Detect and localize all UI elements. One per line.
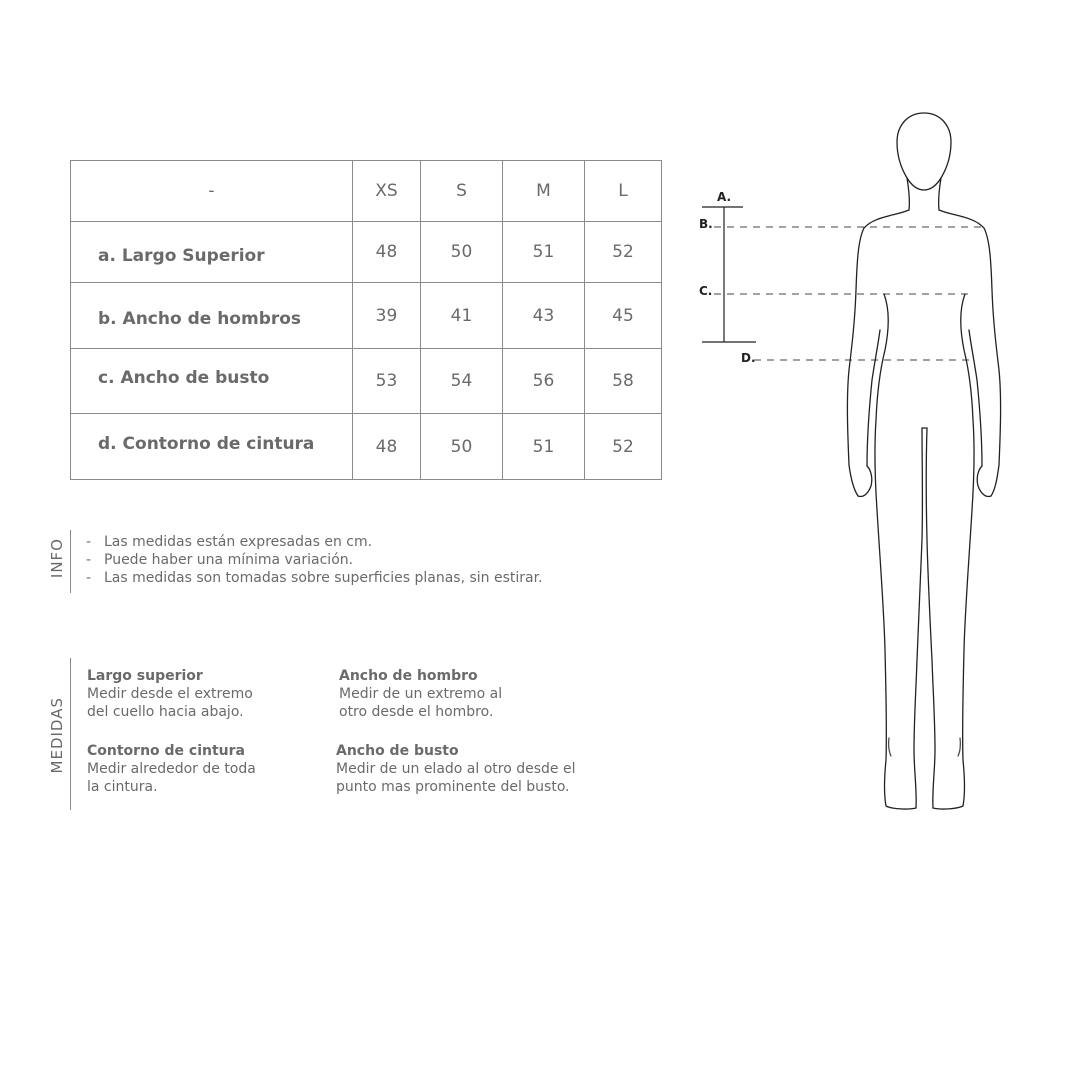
medida-title: Largo superior [87,668,203,684]
table-row [71,222,662,283]
marker-a-label: A. [717,190,732,204]
table-cell: 48 [353,414,421,480]
table-cell: 51 [503,222,585,283]
medida-description: Medir desde el extremo del cuello hacia abajo. [87,686,253,720]
table-row [71,414,662,480]
table-cell: 56 [503,349,585,414]
medida-contorno-cintura [87,742,256,796]
marker-b-label: B. [699,217,713,231]
size-header-m: M [503,161,585,222]
info-divider [70,530,71,593]
table-cell: 45 [585,283,662,349]
medida-description: Medir de un elado al otro desde el punto mas prominente del busto. [336,761,576,795]
medida-title: Ancho de busto [336,743,459,759]
medida-description: Medir de un extremo al otro desde el hombro. [339,686,503,720]
table-cell: 58 [585,349,662,414]
body-outline [847,113,1000,809]
table-cell: 54 [421,349,503,414]
table-row [71,283,662,349]
table-cell: 39 [353,283,421,349]
table-cell: 52 [585,414,662,480]
marker-d-label: D. [741,351,756,365]
info-list [86,533,543,587]
medida-largo-superior [87,667,253,721]
medida-ancho-hombro [339,667,502,721]
row-label-contorno-cintura: d. Contorno de cintura [98,433,315,454]
row-label-largo-superior: a. Largo Superior [98,246,265,266]
table-cell: 50 [421,222,503,283]
medida-title: Contorno de cintura [87,743,245,759]
size-table [70,160,662,480]
info-side-label: INFO [48,538,66,579]
medidas-side-label: MEDIDAS [48,697,66,774]
list-item: - Las medidas son tomadas sobre superficies planas, sin estirar. [86,570,543,586]
row-label-ancho-hombros: b. Ancho de hombros [98,308,302,329]
table-cell: 43 [503,283,585,349]
table-cell: 52 [585,222,662,283]
marker-c-label: C. [699,284,713,298]
list-item: - Las medidas están expresadas en cm. [86,534,373,550]
table-cell: 53 [353,349,421,414]
table-cell: 51 [503,414,585,480]
dashed-guides [714,227,985,360]
medida-ancho-busto [336,742,576,796]
size-header-xs: XS [353,161,421,222]
table-cell: 50 [421,414,503,480]
table-cell: 48 [353,222,421,283]
list-item: - Puede haber una mínima variación. [86,552,354,568]
medidas-divider [70,658,71,810]
medida-description: Medir alrededor de toda la cintura. [87,761,256,795]
table-row [71,349,662,414]
size-header-s: S [421,161,503,222]
table-header-row [71,161,662,222]
row-label-ancho-busto: c. Ancho de busto [98,368,270,388]
body-figure-illustration [690,100,1010,820]
medida-title: Ancho de hombro [339,668,478,684]
size-header-l: L [585,161,662,222]
table-corner: - [71,161,353,222]
table-cell: 41 [421,283,503,349]
